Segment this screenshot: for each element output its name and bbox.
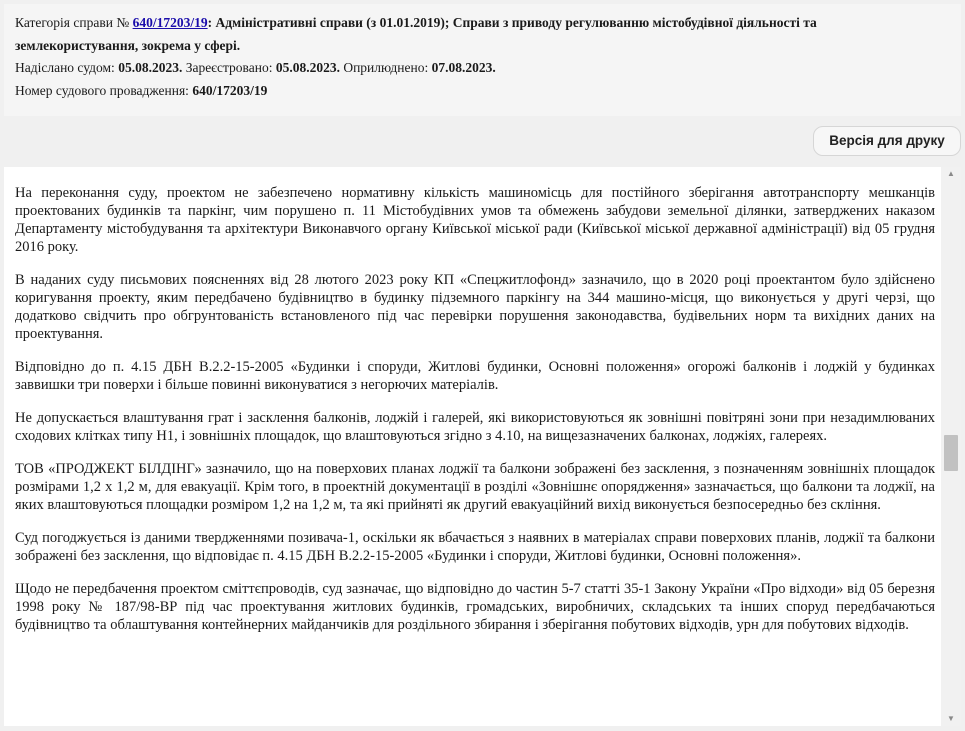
sent-label: Надіслано судом: xyxy=(15,60,119,75)
proceeding-number: 640/17203/19 xyxy=(192,82,268,98)
case-number-link[interactable]: 640/17203/19 xyxy=(132,15,208,30)
scrollbar-thumb[interactable] xyxy=(944,435,958,471)
paragraph: В наданих суду письмових поясненнях від 28 лютого 2023 року КП «Спецжитлофонд» зазначило, що в 2020 році проектантом було здійснено коригування проекту, яким передбачено будівництво в будинку підземного паркінгу на 344 машино-місця, що виконується у другі черзі, що додатково свідчить про обгрунтованість встановленого під час перевірки порушення законодавства, будівельних норм та вихідних даних на проектування. xyxy=(15,272,935,342)
proceeding-number-line xyxy=(15,80,961,103)
paragraph: Щодо не передбачення проектом сміттєпроводів, суд зазначає, що відповідно до частин 5-7 статті 35-1 Закону України «Про відходи» від 05 березня 1998 року № 187/98-ВР під час проектування житлових будинків, громадських, виробничих, складських та інших споруд передбачаються будівництво та облаштування контейнерних майданчиків для роздільного збирання і зберігання побутових відходів, урн для побутових відходів. xyxy=(15,581,935,633)
document-body xyxy=(4,167,941,634)
case-info-header xyxy=(4,4,961,116)
paragraph: Суд погоджується із даними твердженнями позивача-1, оскільки як вбачається з наявних в матеріалах справи поверхових планів, лоджії та балкони зображені без засклення, що відповідає п. 4.15 ДБН В.2.2-15-2005 «Будинки і споруди, Житлові будинки, Основні положення». xyxy=(15,530,935,564)
published-label: Оприлюднено: xyxy=(339,60,432,75)
case-category-text: : Адміністративні справи (з 01.01.2019); Справи з приводу регулюванню містобудівної діяльності та xyxy=(207,15,817,30)
document-content xyxy=(4,167,941,726)
registered-label: Зареєстровано: xyxy=(182,60,276,75)
vertical-scrollbar[interactable] xyxy=(941,167,961,726)
sent-date: 05.08.2023. xyxy=(118,60,183,75)
paragraph: На переконання суду, проектом не забезпечено нормативну кількість машиномісць для постійного зберігання автотранспорту мешканців проектованих будинків та паркінг, чим порушено п. 11 Містобудівних умов та обмежень забудови земельної ділянки, затверджених наказом Департаменту містобудування та архітектури Виконавчого органу Київської міської ради (Київської міської державної адміністрації) від 05 грудня 2016 року. xyxy=(15,185,935,255)
paragraph: ТОВ «ПРОДЖЕКТ БІЛДІНГ» зазначило, що на поверхових планах лоджії та балкони зображені без засклення, з позначенням зовнішніх площадок розмірами 1,2 х 1,2 м, для евакуації. Крім того, в проектній документації в розділі «Зовнішнє опорядження» зазначається, що балкони та лоджії, на яких влаштовуються площадки розміром 1,2 на 1,2 м, та які прийняті як другий евакуаційний вихід виконується безпосередньо без скління. xyxy=(15,461,935,513)
scroll-up-arrow-icon[interactable]: ▲ xyxy=(947,169,955,178)
paragraph: Відповідно до п. 4.15 ДБН В.2.2-15-2005 «Будинки і споруди, Житлові будинки, Основні положення» огорожі балконів і лоджій у будинках заввишки три поверхи і більше повинні виконуватися з негорючих матеріалів. xyxy=(15,359,935,393)
case-category-line xyxy=(15,12,961,35)
published-date: 07.08.2023. xyxy=(431,60,496,75)
case-dates-line xyxy=(15,57,961,80)
case-category-text-cont: землекористування, зокрема у сфері. xyxy=(15,37,241,53)
print-version-button[interactable]: Версія для друку xyxy=(813,126,961,156)
category-prefix: Категорія справи № xyxy=(15,15,133,30)
case-category-line-cont xyxy=(15,35,961,58)
paragraph: Не допускається влаштування грат і засклення балконів, лоджій і галерей, які використовуються як зовнішні повітряні зони при незадимлюваних сходових клітках типу Н1, і зовнішніх площадок, що влаштовуються згідно з 4.10, на вищезазначених балконах, лоджіях, галереях. xyxy=(15,410,935,444)
scroll-down-arrow-icon[interactable]: ▼ xyxy=(947,714,955,723)
registered-date: 05.08.2023. xyxy=(275,60,340,75)
proceeding-label: Номер судового провадження: xyxy=(15,82,193,98)
